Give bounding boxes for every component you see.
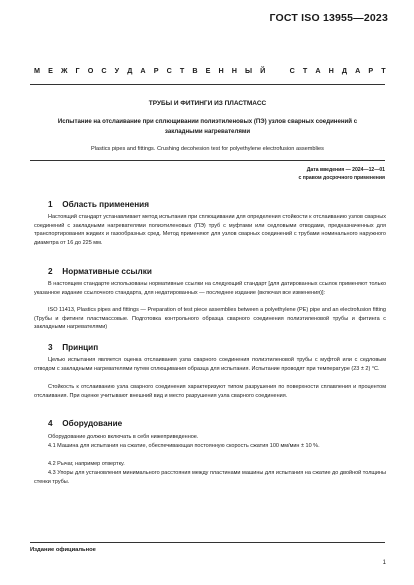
section-2-paragraph-1: [34, 280, 386, 297]
banner-letter: О: [87, 66, 94, 75]
section-4-item-4-1: [34, 442, 386, 451]
early-application-note: с правом досрочного применения: [298, 175, 385, 181]
paragraph-text: Оборудование должно включать в себя нижеприведенное.: [48, 434, 199, 440]
title-english: Plastics pipes and fittings. Crushing decohesion test for polyethylene electrofusion assemblies: [91, 146, 324, 152]
banner-letter: Р: [368, 66, 374, 75]
divider-bottom: [30, 542, 385, 543]
subtitle-russian: Испытание на отслаивание при сплющивании полиэтиленовых (ПЭ) узлов сварных соединений с закладными нагревателями: [57, 118, 358, 135]
banner-letter: С: [101, 66, 107, 75]
banner-letter: В: [192, 66, 198, 75]
paragraph-text: ISO 11413, Plastics pipes and fittings — Preparation of test piece assemblies between a polyethylene (PE) pipe and an electrofusion fitting (Трубы и фитинги пластмассовые. Подготовка контрольного образца сварного соединения полиэтиленовой трубы и фитинга с закладными нагревателями): [34, 307, 386, 331]
title-russian: ТРУБЫ И ФИТИНГИ ИЗ ПЛАСТМАСС: [148, 100, 267, 107]
banner-letter: Д: [341, 66, 347, 75]
banner-letter: Ж: [60, 66, 68, 75]
title-block: [30, 100, 385, 152]
section-title: Нормативные ссылки: [62, 267, 152, 276]
section-number: 3: [48, 343, 53, 352]
paragraph-text: 4.2 Рычаг, например отвертку.: [48, 461, 125, 467]
section-3-paragraph-2: [34, 383, 386, 400]
official-edition-label: Издание официальное: [30, 547, 96, 553]
banner-letter: А: [355, 66, 361, 75]
divider-top: [30, 84, 385, 85]
banner-letter: Г: [75, 66, 80, 75]
interstate-standard-banner: [34, 66, 386, 75]
banner-letter: С: [289, 66, 295, 75]
section-number: 4: [48, 419, 53, 428]
banner-letter: Н: [328, 66, 334, 75]
section-title: Область применения: [62, 200, 149, 209]
document-number: ГОСТ ISO 13955—2023: [269, 12, 388, 24]
section-1-heading: [48, 200, 149, 209]
section-number: 2: [48, 267, 53, 276]
banner-letter: Е: [205, 66, 211, 75]
banner-letter: Н: [231, 66, 237, 75]
page-number: 1: [382, 560, 386, 566]
banner-letter: Ы: [245, 66, 253, 75]
banner-letter: У: [114, 66, 120, 75]
section-3-heading: [48, 343, 98, 352]
section-2-heading: [48, 267, 152, 276]
paragraph-text: 4.3 Упоры для установления минимального расстояния между пластинами машины для испытания на сжатие до двойной толщины стенки трубы.: [34, 470, 386, 485]
divider-middle: [30, 160, 385, 161]
section-3-paragraph-1: [34, 356, 386, 373]
section-title: Оборудование: [62, 419, 123, 428]
section-2-paragraph-2: [34, 306, 386, 332]
section-number: 1: [48, 200, 53, 209]
paragraph-text: 4.1 Машина для испытания на сжатие, обеспечивающая постоянную скорость сжатия 100 мм/мин ± 10 %.: [48, 443, 320, 449]
section-4-item-4-2: [34, 460, 386, 469]
section-title: Принцип: [62, 343, 99, 352]
paragraph-text: Стойкость к отслаиванию узла сварного соединения характеризуют типом разрушения по поверхности сплавления и процентом отслаивания. При оценке учитывают внешний вид и место разрушения узла сварного соединения.: [34, 384, 386, 399]
banner-letter: С: [166, 66, 172, 75]
banner-letter: А: [140, 66, 146, 75]
banner-letter: М: [34, 66, 40, 75]
banner-letter: Т: [179, 66, 185, 75]
section-4-paragraph-1: [34, 433, 386, 442]
effective-date: Дата введения — 2024—12—01: [306, 167, 385, 173]
banner-letter: Д: [127, 66, 133, 75]
banner-letter: А: [315, 66, 321, 75]
banner-letter: Т: [381, 66, 386, 75]
banner-letter: Е: [48, 66, 53, 75]
banner-letter: Т: [302, 66, 308, 75]
banner-letter: Н: [218, 66, 224, 75]
paragraph-text: Целью испытания является оценка отслаивания узла сварного соединения полиэтиленовой трубы с муфтой или с седловым отводом с закладными нагревателями путем сплющивания образца для испытания. Испытание проводят при температуре (23 ± 2) °C.: [34, 357, 386, 372]
section-1-paragraph: [34, 213, 386, 247]
section-4-heading: [48, 419, 122, 428]
banner-letter: Й: [260, 66, 266, 75]
section-4-item-4-3: [34, 469, 386, 486]
paragraph-text: В настоящем стандарте использованы нормативные ссылки на следующий стандарт [для датированных ссылок применяют только указанное издание ссылочного стандарта, для недатированных — последнее издание (включая все изменения)]:: [34, 281, 386, 296]
intro-date-block: [298, 166, 385, 182]
paragraph-text: Настоящий стандарт устанавливает метод испытания при сплющивании для определения стойкости к отслаиванию узлов сварных соединений с закладными нагревателями полиэтиленовых (ПЭ) труб с муфтами или седловыми отводами, предназначенных для транспортирования жидких и газообразных сред. Метод применяют для узлов сварных соединений с трубами номинального наружного диаметра от 16 до 225 мм.: [34, 214, 386, 246]
banner-letter: Р: [153, 66, 159, 75]
